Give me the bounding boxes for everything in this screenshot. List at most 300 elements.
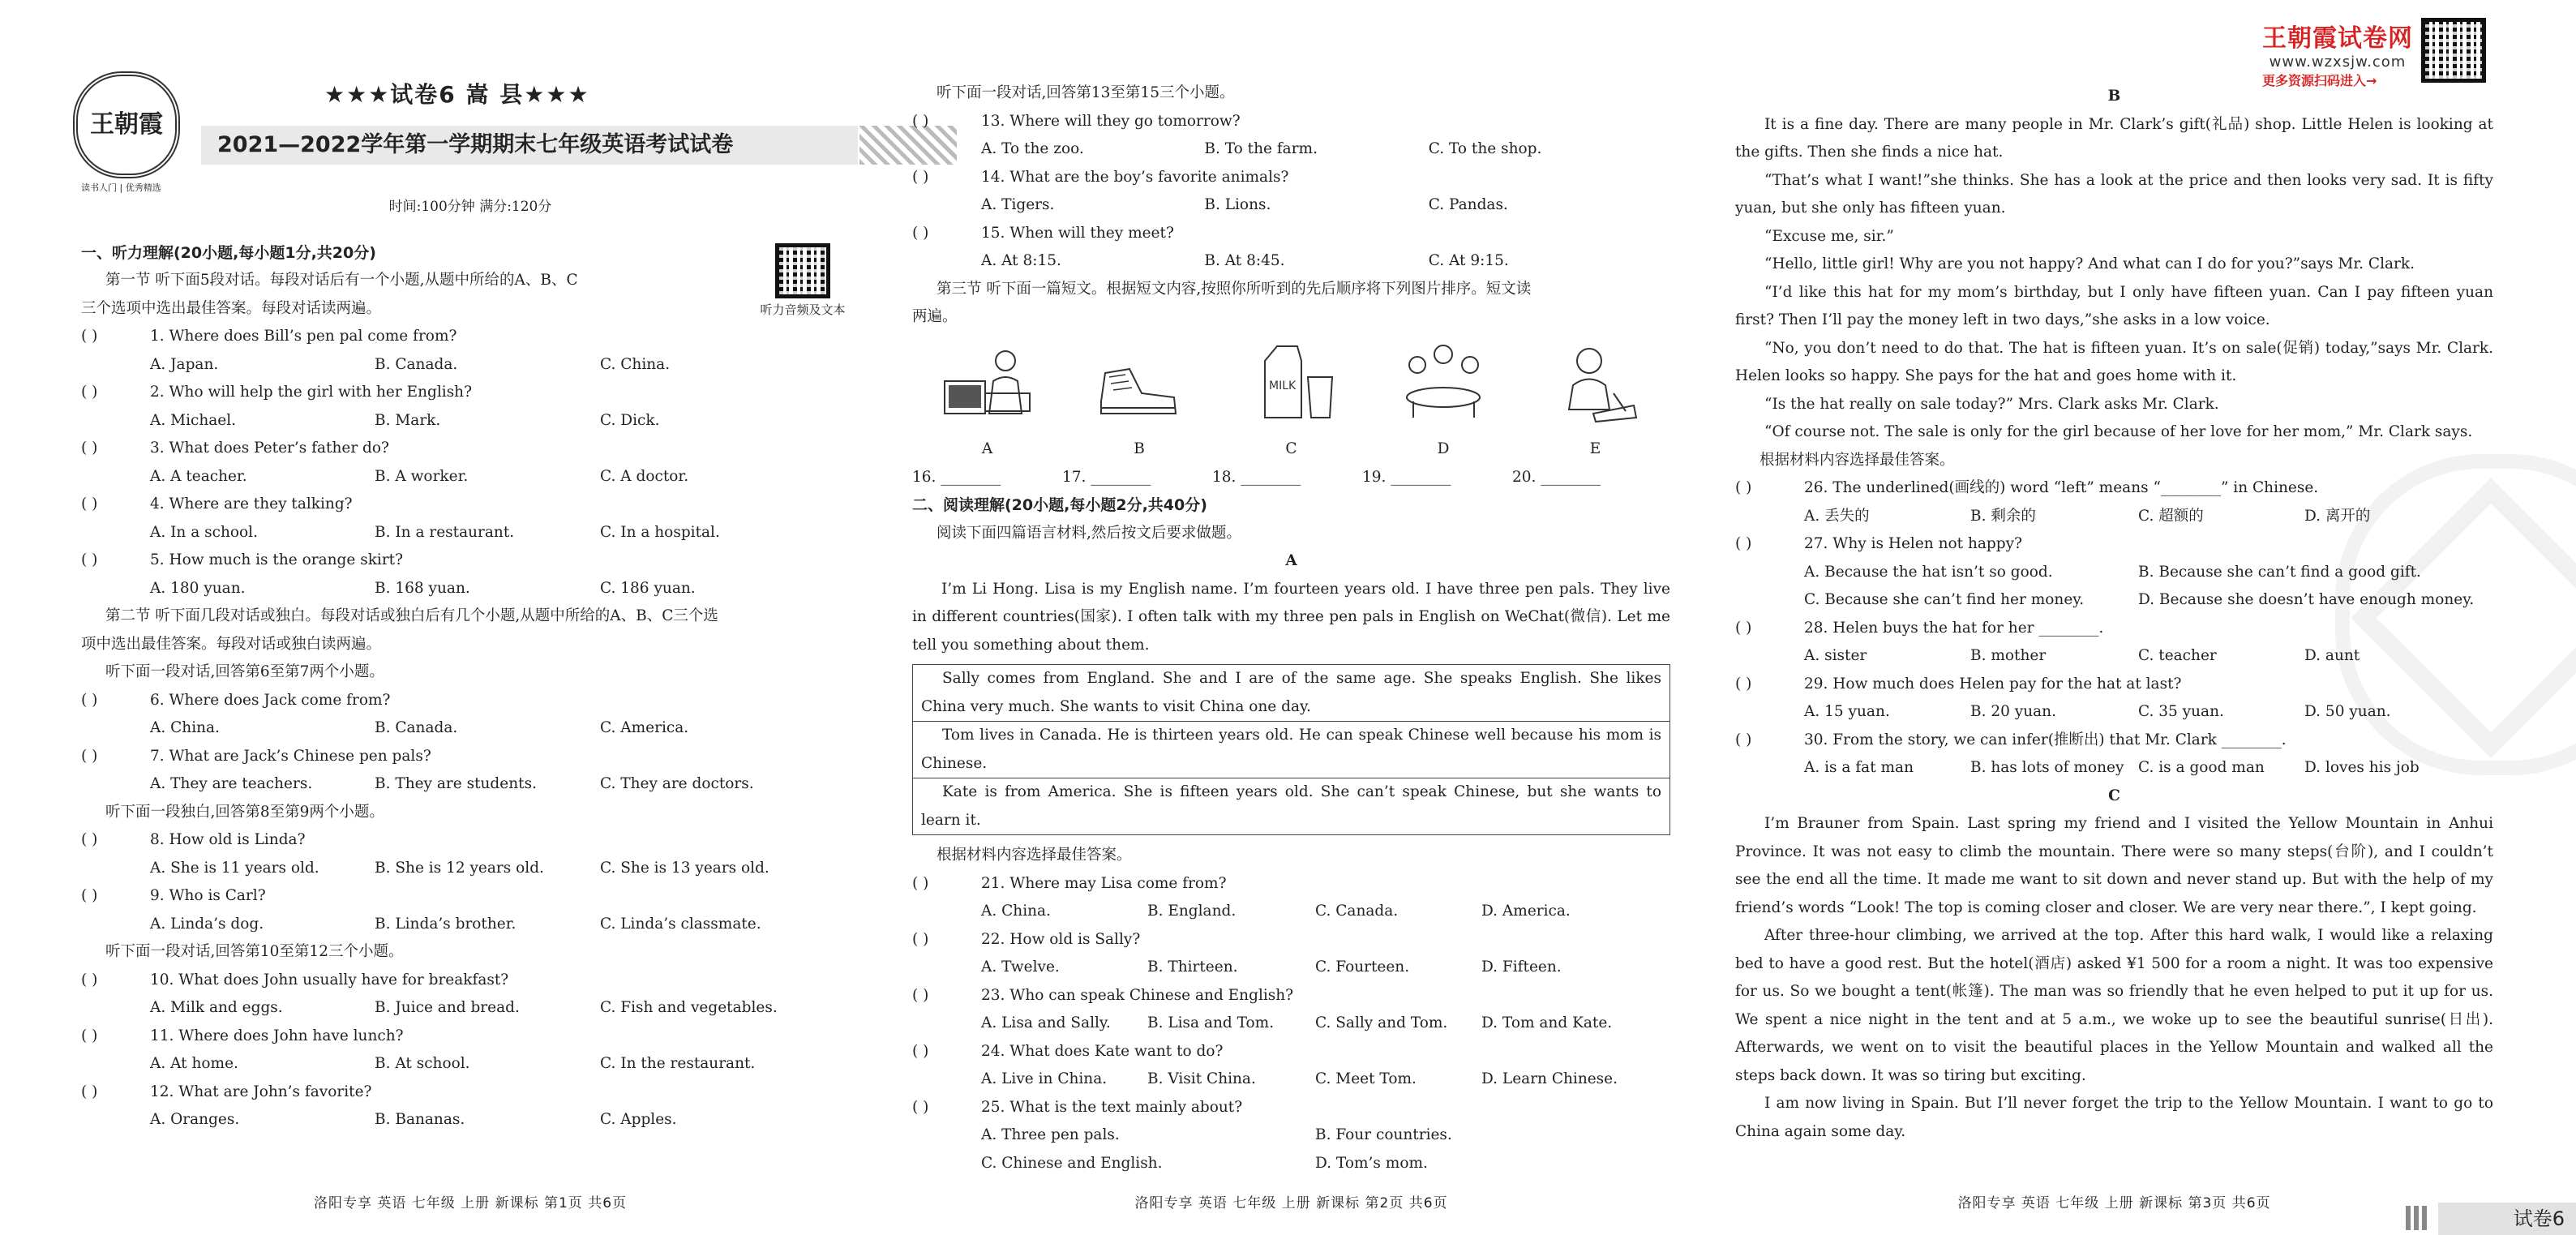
passage-b-paragraph: “No, you don’t need to do that. The hat is fifteen yuan. It’s on sale(促销) today,”says Mr. Clark. Helen looks so happy. She pays for the hat and goes home with it. [1735,339,2493,384]
question-text: 5. How much is the orange skirt? [150,551,404,568]
option-d[interactable]: D. 50 yuan. [2304,703,2391,720]
options-row [912,1121,1670,1150]
question-text: 29. How much does Helen pay for the hat at last? [1804,675,2182,693]
question [81,491,859,547]
logo-caption: 读书人门 | 优秀精选 [81,182,161,193]
page-footer: 洛阳专享 英语 七年级 上册 新课标 第3页 共6页 [1957,1194,2271,1211]
option-c[interactable]: C. In a hospital. [600,523,720,541]
question [912,982,1670,1038]
option-d[interactable]: D. Because she doesn’t have enough money. [2138,591,2475,608]
options-row [912,1150,1670,1178]
option-a[interactable]: A. 15 yuan. [1804,703,1890,720]
answer-bracket[interactable]: ( ) [912,168,929,186]
options-row [1735,559,2493,587]
question [912,870,1670,926]
option-c[interactable]: C. Pandas. [1428,196,1508,213]
option-a[interactable]: A. China. [150,719,220,736]
question-28 [1735,615,2493,671]
option-b[interactable]: B. At 8:45. [1204,252,1285,269]
options-row [912,898,1670,926]
answer-bracket[interactable]: ( ) [912,930,929,948]
question-stem [81,1078,859,1107]
questions-8-9 [81,826,859,938]
question-stem [81,379,859,407]
picture-label: C [1285,440,1297,457]
question-text: 2. Who will help the girl with her English? [150,384,473,401]
passage-c-paragraph: I am now living in Spain. But I’ll never forget the trip to the Yellow Mountain. I want to go to China again some day. [1735,1095,2493,1140]
option-a[interactable]: A. Japan. [150,355,219,373]
picture-label: E [1589,440,1601,457]
picture-b [1093,337,1186,464]
answer-bracket[interactable]: ( ) [912,874,929,892]
paper-badge: 试卷6 [2438,1203,2576,1235]
question-text: 7. What are Jack’s Chinese pen pals? [150,747,431,765]
question-stem [81,1023,859,1051]
choose-instruction: 根据材料内容选择最佳答案。 [937,847,1132,864]
options-row [81,407,859,435]
picture-label: A [981,440,993,457]
question-text: 26. The underlined(画线的) word “left” means “________” in Chinese. [1804,479,2319,496]
options-row [1735,642,2493,671]
picture-e [1549,337,1642,464]
question [81,1078,859,1134]
part-3-instruction-2: 两遍。 [912,308,958,325]
page-footer: 洛阳专享 英语 七年级 上册 新课标 第1页 共6页 [313,1194,628,1211]
page-3 [1735,0,2493,1235]
blank-16[interactable]: 16. ________ [912,468,1001,486]
passage-b-paragraph: “Excuse me, sir.” [1764,227,1894,245]
question-stem [1735,671,2493,699]
part-1-instruction-2: 三个选项中选出最佳答案。每段对话读两遍。 [81,299,382,317]
question-text: 22. How old is Sally? [981,930,1141,948]
passage-c-body [1735,810,2493,1146]
question [1735,727,2493,783]
options-row [81,714,859,743]
option-a[interactable]: A. Lisa and Sally. [981,1014,1111,1031]
options-row [1735,698,2493,727]
option-b[interactable]: B. Lisa and Tom. [1147,1014,1275,1031]
option-c[interactable]: C. Because she can’t find her money. [1804,591,2085,608]
answer-bracket[interactable]: ( ) [81,1083,98,1100]
blank-18[interactable]: 18. ________ [1212,468,1301,486]
time-info: 时间:100分钟 满分:120分 [388,199,552,215]
options-row [1735,586,2493,615]
option-c[interactable]: C. To the shop. [1428,140,1542,157]
question [81,967,859,1023]
options-row [912,1010,1670,1038]
brand-url[interactable]: www.wzxsjw.com [2269,54,2407,71]
question-stem [1735,530,2493,559]
choose-instruction: 根据材料内容选择最佳答案。 [1759,451,1955,469]
question-stem [912,870,1670,898]
question-stem [912,982,1670,1010]
page-2 [912,0,1670,1235]
pen-pal-tom: Tom lives in Canada. He is thirteen years old. He can speak Chinese well because his mom is Chinese. [913,721,1669,778]
passage-c-title: C [2108,787,2120,804]
questions-13-15 [912,108,1670,276]
question-text: 27. Why is Helen not happy? [1804,535,2022,552]
options-row [81,1050,859,1078]
option-b[interactable]: B. Four countries. [1315,1126,1452,1143]
pen-pal-box [912,664,1670,835]
question [81,547,859,602]
subheading-13-15: 听下面一段对话,回答第13至第15三个小题。 [937,84,1235,101]
svg-text:MILK: MILK [1269,379,1297,392]
option-b[interactable]: B. To the farm. [1204,140,1318,157]
answer-bracket[interactable]: ( ) [81,691,98,709]
subheading-8-9: 听下面一段独白,回答第8至第9两个小题。 [105,803,384,821]
pen-pal-kate: Kate is from America. She is fifteen years old. She can’t speak Chinese, but she wants to learn it. [913,778,1669,834]
options-row [1735,754,2493,783]
question [912,926,1670,982]
question-text: 14. What are the boy’s favorite animals? [981,168,1289,186]
options-row [912,954,1670,982]
answer-bracket[interactable]: ( ) [81,384,98,401]
girl-watching-tv-icon [941,337,1034,426]
option-c[interactable]: C. 35 yuan. [2138,703,2224,720]
option-a[interactable]: A. Twelve. [981,958,1060,976]
option-b[interactable]: B. In a restaurant. [375,523,515,541]
pen-pal-sally: Sally comes from England. She and I are of the same age. She speaks English. She likes China very much. She wants to visit China one day. [921,670,1661,715]
audio-qr-block [746,243,859,321]
question-text: 30. From the story, we can infer(推断出) that Mr. Clark ________. [1804,731,2287,748]
option-c[interactable]: C. Dick. [600,411,660,429]
answer-bracket[interactable]: ( ) [1735,675,1752,693]
option-c[interactable]: C. Sally and Tom. [1315,1014,1448,1031]
question [1735,615,2493,671]
option-a[interactable]: A. A teacher. [150,467,247,485]
question [81,687,859,743]
audio-qr-code[interactable] [775,243,830,298]
option-c[interactable]: C. Apples. [600,1111,677,1128]
subheading-10-12: 听下面一段对话,回答第10至第12三个小题。 [105,943,404,960]
option-d[interactable]: D. Fifteen. [1481,958,1562,976]
part-3-instruction: 第三节 听下面一篇短文。根据短文内容,按照你所听到的先后顺序将下列图片排序。短文读 [937,280,1532,298]
question-stem [81,323,859,351]
question-26 [1735,474,2493,530]
option-c[interactable]: C. America. [600,719,689,736]
badge-decor [2406,1206,2430,1230]
options-row [912,191,1670,220]
exam-title: 2021—2022学年第一学期期末七年级英语考试试卷 [201,126,858,165]
options-row [912,247,1670,276]
option-a[interactable]: A. Michael. [150,411,237,429]
reading-instruction: 阅读下面四篇语言材料,然后按文后要求做题。 [937,524,1241,542]
options-row [81,770,859,799]
option-c[interactable]: C. Linda’s classmate. [600,915,761,933]
option-b[interactable]: B. Because she can’t find a good gift. [2138,563,2421,581]
option-a[interactable]: A. Because the hat isn’t so good. [1804,563,2053,581]
option-a[interactable]: A. Linda’s dog. [150,915,264,933]
family-dinner-icon [1397,337,1490,426]
option-c[interactable]: C. A doctor. [600,467,689,485]
option-d[interactable]: D. Tom and Kate. [1481,1014,1613,1031]
option-c[interactable]: C. Chinese and English. [981,1154,1163,1172]
passage-b-paragraph: “Is the hat really on sale today?” Mrs. Clark asks Mr. Clark. [1764,395,2219,413]
option-d[interactable]: D. Learn Chinese. [1481,1070,1618,1087]
girl-writing-icon [1549,337,1642,426]
question-text: 15. When will they meet? [981,224,1174,242]
passage-b-paragraph: “That’s what I want!”she thinks. She has a look at the price and then looks very sad. It is fifty yuan, but she only has fifteen yuan. [1735,171,2493,217]
option-b[interactable]: B. Linda’s brother. [375,915,516,933]
options-row [912,1066,1670,1094]
question-stem [912,108,1670,136]
option-a[interactable]: A. sister [1804,647,1867,664]
question [81,743,859,799]
option-b[interactable]: B. has lots of money [1970,759,2124,776]
question [81,1023,859,1078]
question-stem [81,967,859,995]
questions-1-5 [81,323,859,602]
question-text: 10. What does John usually have for breakfast? [150,971,509,988]
answer-bracket[interactable]: ( ) [81,971,98,988]
question [912,164,1670,220]
answer-bracket[interactable]: ( ) [912,1042,929,1060]
question-stem [912,220,1670,248]
option-b[interactable]: B. She is 12 years old. [375,859,544,877]
questions-21-24 [912,870,1670,1094]
part-1-instruction: 第一节 听下面5段对话。每段对话后有一个小题,从题中所给的A、B、C [105,272,578,289]
option-b[interactable]: B. Bananas. [375,1111,465,1128]
question-stem [81,435,859,463]
answer-bracket[interactable]: ( ) [1735,479,1752,496]
option-b[interactable]: B. Juice and bread. [375,999,520,1016]
question-stem [81,547,859,575]
option-a[interactable]: A. Live in China. [981,1070,1108,1087]
option-d[interactable]: D. loves his job [2304,759,2420,776]
question [912,1038,1670,1094]
question-text: 11. Where does John have lunch? [150,1027,404,1044]
option-b[interactable]: B. Lions. [1204,196,1271,213]
option-d[interactable]: D. Tom’s mom. [1315,1154,1428,1172]
option-c[interactable]: C. is a good man [2138,759,2265,776]
question-stem [81,743,859,771]
question-text: 9. Who is Carl? [150,887,266,904]
option-a[interactable]: A. At home. [150,1055,238,1072]
option-b[interactable]: B. Canada. [375,355,458,373]
option-b[interactable]: B. Mark. [375,411,441,429]
option-a[interactable]: A. To the zoo. [981,140,1084,157]
sneakers-icon [1093,337,1186,426]
question-30 [1735,727,2493,783]
section-2-title: 二、阅读理解(20小题,每小题2分,共40分) [912,496,1207,514]
question-text: 25. What is the text mainly about? [981,1098,1243,1116]
option-c[interactable]: C. Fourteen. [1315,958,1410,976]
question [81,826,859,882]
question-stem [81,882,859,911]
question-27 [1735,530,2493,615]
ordering-blanks [912,464,1670,492]
question [81,323,859,379]
answer-bracket[interactable]: ( ) [81,328,98,345]
question-text: 6. Where does Jack come from? [150,691,391,709]
question-text: 24. What does Kate want to do? [981,1042,1224,1060]
option-a[interactable]: A. At 8:15. [981,252,1061,269]
option-a[interactable]: A. Oranges. [150,1111,240,1128]
options-row [81,1106,859,1134]
option-a[interactable]: A. They are teachers. [150,775,313,792]
blank-19[interactable]: 19. ________ [1362,468,1451,486]
passage-b-paragraph: “Hello, little girl! Why are you not happy? And what can I do for you?”says Mr. Clark. [1764,255,2415,272]
answer-bracket[interactable]: ( ) [81,747,98,765]
question-stem [81,491,859,519]
answer-bracket[interactable]: ( ) [1735,619,1752,637]
question-text: 1. Where does Bill’s pen pal come from? [150,328,457,345]
question-text: 13. Where will they go tomorrow? [981,112,1241,130]
question [912,220,1670,276]
passage-b-paragraph: “I’d like this hat for my mom’s birthday, but I only have fifteen yuan. Can I pay fifteen yuan first? Then I’ll pay the money left in two days,”she asks in a low voice. [1735,283,2493,328]
option-a[interactable]: A. is a fat man [1804,759,1914,776]
option-a[interactable]: A. 丢失的 [1804,507,1870,525]
option-d[interactable]: D. America. [1481,903,1571,920]
question [912,1094,1670,1178]
answer-bracket[interactable]: ( ) [912,986,929,1004]
question-text: 21. Where may Lisa come from? [981,874,1227,892]
blank-17[interactable]: 17. ________ [1062,468,1151,486]
question-stem [1735,727,2493,755]
options-row [81,351,859,380]
option-b[interactable]: B. England. [1147,903,1237,920]
question [81,882,859,938]
answer-bracket[interactable]: ( ) [912,224,929,242]
option-b[interactable]: B. Thirteen. [1147,958,1238,976]
passage-b-title: B [2107,88,2121,105]
questions-6-7 [81,687,859,799]
options-row [81,855,859,883]
options-row [1735,503,2493,531]
blank-20[interactable]: 20. ________ [1512,468,1601,486]
option-c[interactable]: C. 超额的 [2138,507,2204,525]
subheading-6-7: 听下面一段对话,回答第6至第7两个小题。 [105,663,384,680]
section-1-title: 一、听力理解(20小题,每小题1分,共20分) [81,243,376,262]
option-b[interactable]: B. At school. [375,1055,470,1072]
question-text: 8. How old is Linda? [150,831,306,848]
option-b[interactable]: B. mother [1970,647,2047,664]
option-c[interactable]: C. 186 yuan. [600,579,696,597]
question-stem [1735,474,2493,503]
question [81,379,859,435]
answer-bracket[interactable]: ( ) [81,495,98,512]
answer-bracket[interactable]: ( ) [912,112,929,130]
option-c[interactable]: C. China. [600,355,671,373]
picture-c [1245,337,1338,464]
questions-10-12 [81,967,859,1134]
question-stem [912,926,1670,954]
passage-b-body [1735,111,2493,447]
question-stem [912,164,1670,192]
picture-row [912,332,1670,464]
question-text: 12. What are John’s favorite? [150,1083,372,1100]
question [1735,671,2493,727]
answer-bracket[interactable]: ( ) [81,1027,98,1044]
publisher-logo: 王朝霞 [73,71,180,178]
options-row [81,994,859,1023]
question-text: 3. What does Peter’s father do? [150,440,389,457]
passage-a-intro: I’m Li Hong. Lisa is my English name. I’m fourteen years old. I have three pen pals. They live in different countries(国家). I often talk with my three pen pals in English on WeChat(微信). Let me tell you something about them. [912,580,1670,654]
option-d[interactable]: D. aunt [2304,647,2360,664]
picture-d [1397,337,1490,464]
question-text: 23. Who can speak Chinese and English? [981,986,1294,1004]
option-a[interactable]: A. Three pen pals. [981,1126,1120,1143]
question-stem [912,1038,1670,1066]
question [912,108,1670,164]
part-2-instruction-2: 项中选出最佳答案。每段对话或独白读两遍。 [81,635,382,653]
picture-label: D [1437,440,1450,457]
exam-label: ★★★试卷6 嵩 县★★★ [324,81,590,108]
option-b[interactable]: B. 剩余的 [1970,507,2036,525]
option-b[interactable]: B. 20 yuan. [1970,703,2056,720]
answer-bracket[interactable]: ( ) [1735,731,1752,748]
picture-a [941,337,1034,464]
question-text: 4. Where are they talking? [150,495,353,512]
milk-and-glass-icon [1245,337,1338,426]
option-c[interactable]: C. They are doctors. [600,775,754,792]
option-c[interactable]: C. In the restaurant. [600,1055,756,1072]
option-a[interactable]: A. 180 yuan. [150,579,246,597]
options-row [912,135,1670,164]
qr-caption: 听力音频及文本 [760,302,846,317]
exam-header [81,49,941,193]
option-c[interactable]: C. She is 13 years old. [600,859,769,877]
question-stem [912,1094,1670,1122]
picture-label: B [1134,440,1145,457]
option-b[interactable]: B. They are students. [375,775,537,792]
passage-c-paragraph: I’m Brauner from Spain. Last spring my friend and I visited the Yellow Mountain in Anhui Province. It was not easy to climb the mountain. There were so many steps(台阶), and I couldn’t see the end all the time. It made me want to sit down and never stand up. But with the help of my friend’s words “Look! The top is coming closer and closer. We are very near there.”, I kept going. [1735,815,2493,916]
question-25 [912,1094,1670,1178]
option-b[interactable]: B. 168 yuan. [375,579,470,597]
question-stem [81,687,859,715]
question-stem [81,826,859,855]
answer-bracket[interactable]: ( ) [81,440,98,457]
option-c[interactable]: C. Fish and vegetables. [600,999,778,1016]
brand-name: 王朝霞试卷网 [2262,24,2413,53]
passage-b-paragraph: It is a fine day. There are many people in Mr. Clark’s gift(礼品) shop. Little Helen is looking at the gifts. Then she finds a nice hat. [1735,115,2493,161]
option-a[interactable]: A. Tigers. [981,196,1055,213]
answer-bracket[interactable]: ( ) [81,831,98,848]
passage-b-paragraph: “Of course not. The sale is only for the girl because of her love for her mom,” Mr. Clark says. [1764,423,2473,440]
question-text: 28. Helen buys the hat for her ________. [1804,619,2104,637]
question [1735,474,2493,530]
options-row [81,519,859,547]
page-1 [81,0,859,1235]
question [1735,530,2493,615]
options-row [81,911,859,939]
option-d[interactable]: D. 离开的 [2304,507,2371,525]
option-c[interactable]: C. At 9:15. [1428,252,1509,269]
question [81,435,859,491]
option-a[interactable]: A. In a school. [150,523,258,541]
passage-a-title: A [1285,552,1297,569]
option-c[interactable]: C. teacher [2138,647,2217,664]
question-29 [1735,671,2493,727]
page-footer: 洛阳专享 英语 七年级 上册 新课标 第2页 共6页 [1134,1194,1448,1211]
answer-bracket[interactable]: ( ) [81,551,98,568]
options-row [81,463,859,491]
part-2-instruction: 第二节 听下面几段对话或独白。每段对话或独白后有几个小题,从题中所给的A、B、C三个选 [105,607,718,624]
option-a[interactable]: A. Milk and eggs. [150,999,283,1016]
option-c[interactable]: C. Canada. [1315,903,1399,920]
option-b[interactable]: B. Canada. [375,719,458,736]
answer-bracket[interactable]: ( ) [1735,535,1752,552]
option-a[interactable]: A. She is 11 years old. [150,859,319,877]
option-b[interactable]: B. Visit China. [1147,1070,1256,1087]
brand-more: 更多资源扫码进入→ [2262,73,2377,88]
answer-bracket[interactable]: ( ) [912,1098,929,1116]
option-b[interactable]: B. A worker. [375,467,469,485]
option-a[interactable]: A. China. [981,903,1051,920]
answer-bracket[interactable]: ( ) [81,887,98,904]
option-c[interactable]: C. Meet Tom. [1315,1070,1417,1087]
